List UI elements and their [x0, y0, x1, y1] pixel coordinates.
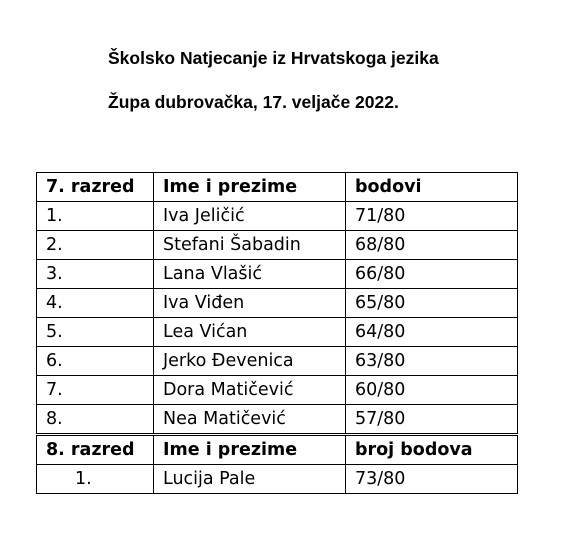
name-cell: Iva Jeličić — [154, 202, 346, 231]
name-cell: Lea Vićan — [154, 318, 346, 347]
table-row — [37, 376, 518, 405]
table-header-row-grade-8 — [37, 435, 518, 465]
rank-cell: 3. — [37, 260, 154, 289]
table-row — [37, 405, 518, 435]
rank-cell: 6. — [37, 347, 154, 376]
points-cell: 65/80 — [346, 289, 518, 318]
table-row — [37, 318, 518, 347]
points-cell: 57/80 — [346, 405, 518, 435]
rank-cell: 2. — [37, 231, 154, 260]
rank-cell: 7. — [37, 376, 154, 405]
document-title: Školsko Natjecanje iz Hrvatskoga jezika — [108, 48, 439, 68]
header-cell-name: Ime i prezime — [154, 173, 346, 202]
header-cell-grade: 7. razred — [37, 173, 154, 202]
table-header-row-grade-7 — [37, 173, 518, 202]
points-cell: 63/80 — [346, 347, 518, 376]
results-table — [36, 172, 518, 494]
points-cell: 60/80 — [346, 376, 518, 405]
name-cell: Lucija Pale — [154, 465, 346, 494]
name-cell: Nea Matičević — [154, 405, 346, 435]
name-cell: Lana Vlašić — [154, 260, 346, 289]
name-cell: Dora Matičević — [154, 376, 346, 405]
table-row — [37, 289, 518, 318]
points-cell: 66/80 — [346, 260, 518, 289]
rank-cell: 1. — [37, 202, 154, 231]
points-cell: 73/80 — [346, 465, 518, 494]
rank-cell: 5. — [37, 318, 154, 347]
header-cell-points: broj bodova — [346, 435, 518, 465]
table-row — [37, 465, 518, 494]
name-cell: Jerko Đevenica — [154, 347, 346, 376]
points-cell: 64/80 — [346, 318, 518, 347]
header-cell-grade: 8. razred — [37, 435, 154, 465]
table-row — [37, 260, 518, 289]
points-cell: 68/80 — [346, 231, 518, 260]
name-cell: Stefani Šabadin — [154, 231, 346, 260]
header-cell-name: Ime i prezime — [154, 435, 346, 465]
document-subtitle: Župa dubrovačka, 17. veljače 2022. — [108, 92, 399, 112]
rank-cell: 1. — [37, 465, 154, 494]
rank-cell: 4. — [37, 289, 154, 318]
points-cell: 71/80 — [346, 202, 518, 231]
table-row — [37, 231, 518, 260]
header-cell-points: bodovi — [346, 173, 518, 202]
rank-cell: 8. — [37, 405, 154, 435]
table-row — [37, 202, 518, 231]
table-row — [37, 347, 518, 376]
name-cell: Iva Viđen — [154, 289, 346, 318]
